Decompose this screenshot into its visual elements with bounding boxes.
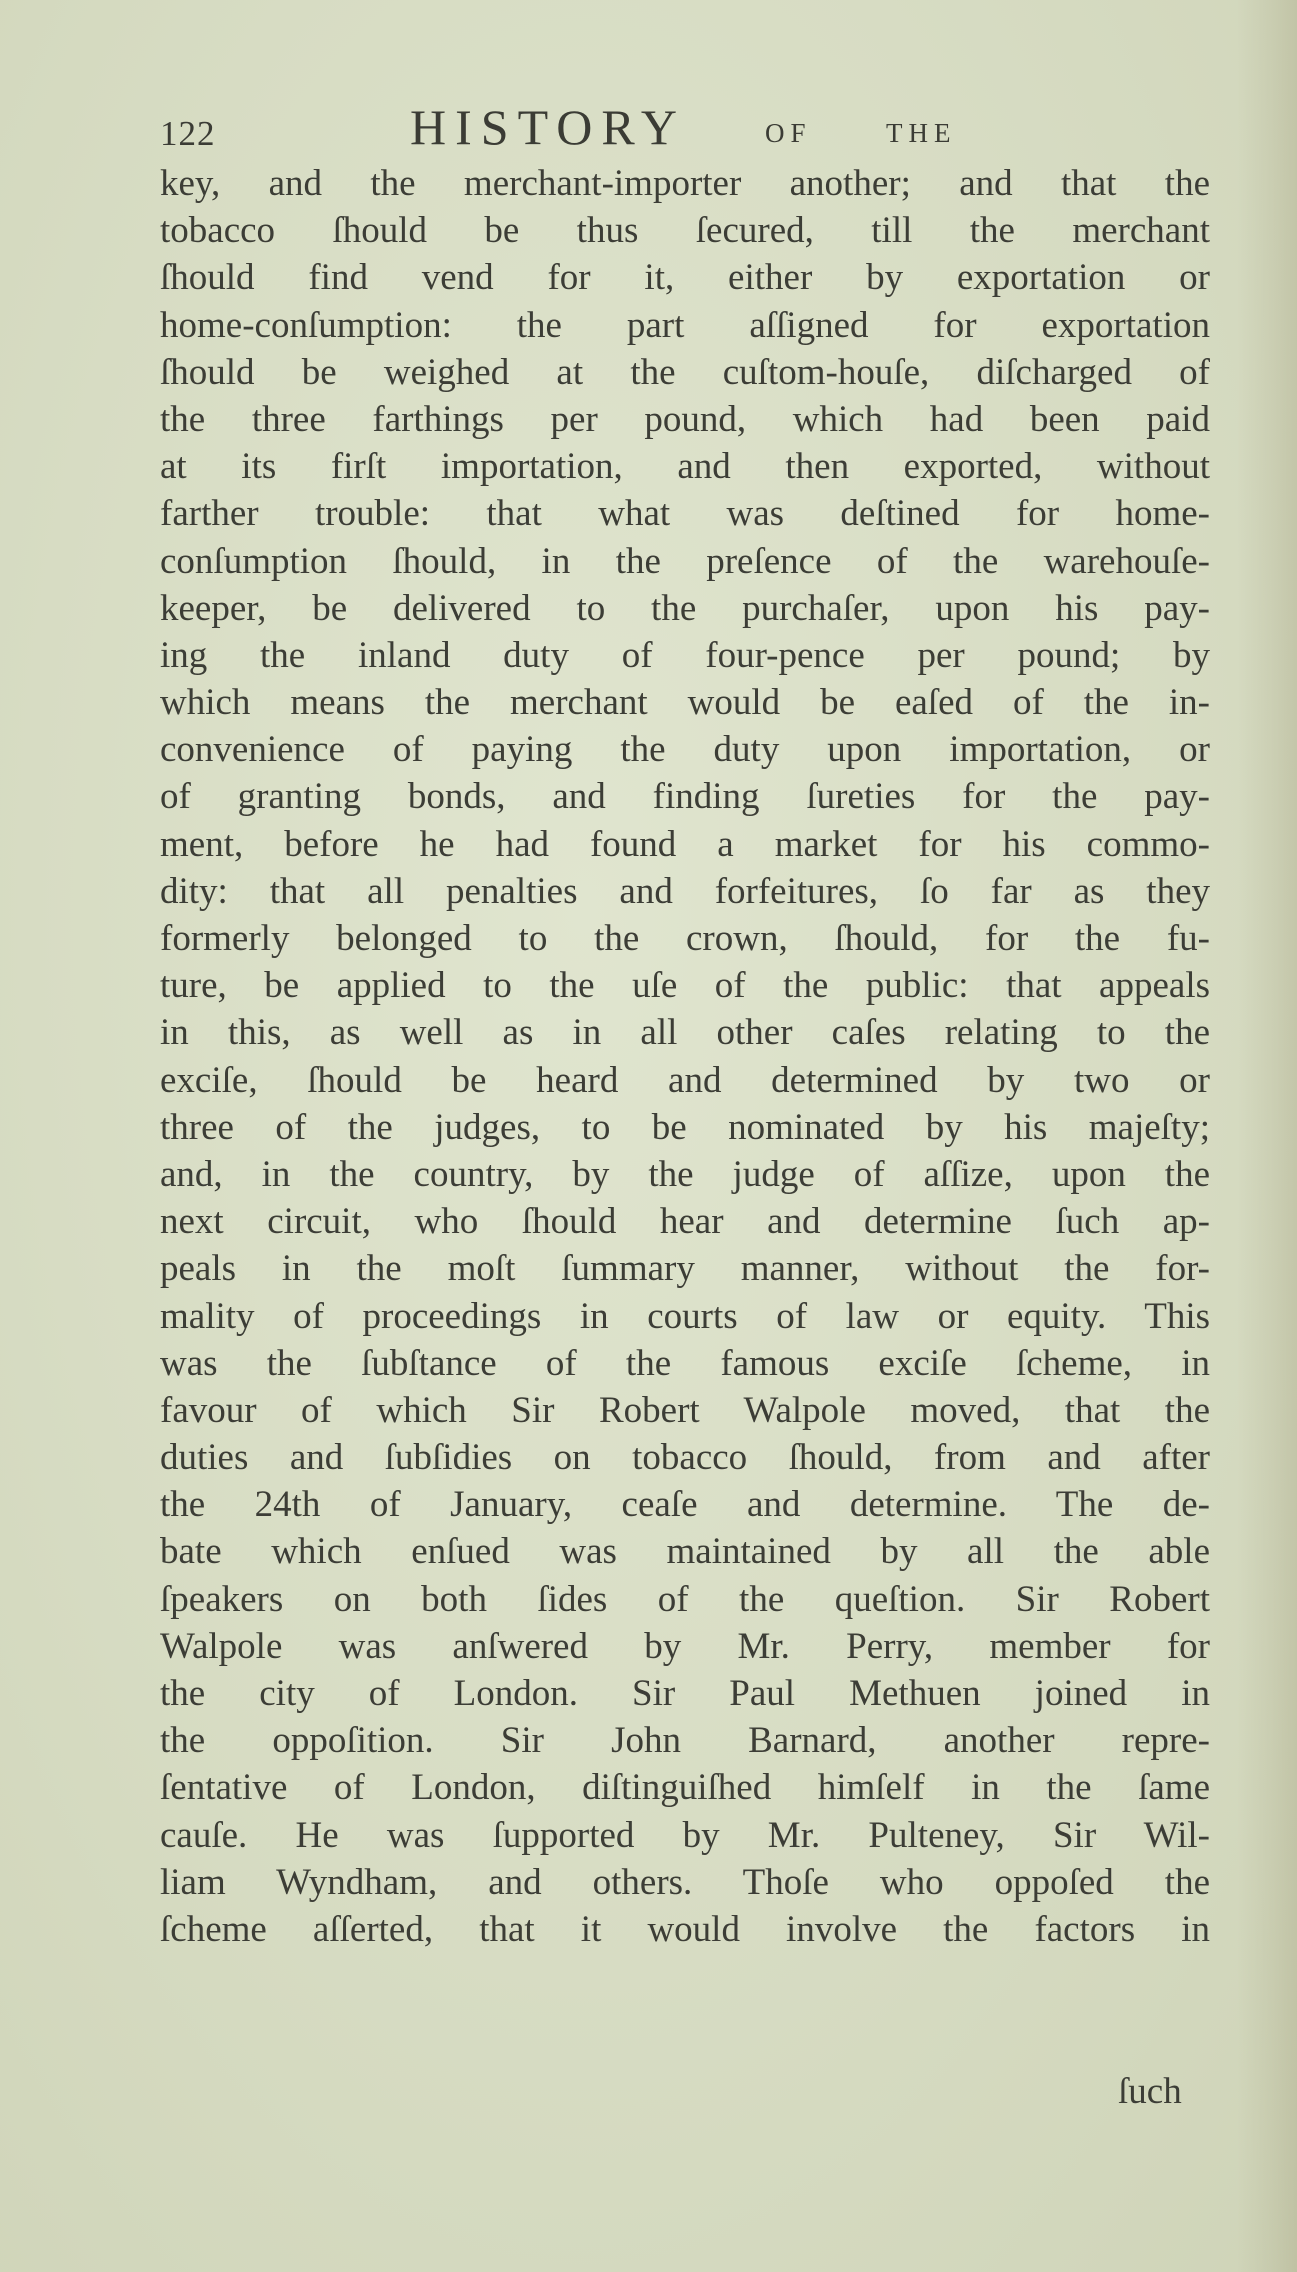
catchword: ſuch	[1118, 2071, 1182, 2112]
text-line: key, and the merchant-importer another; and that the	[160, 163, 1210, 204]
text-line: which means the merchant would be eaſed of the in-	[160, 682, 1210, 724]
text-line: the oppoſition. Sir John Barnard, another repre-	[160, 1720, 1210, 1762]
text-line: the three farthings per pound, which had been paid	[160, 398, 1210, 440]
text-line: in this, as well as in all other caſes relating to the	[160, 1012, 1210, 1054]
text-line: ing the inland duty of four-pence per pound; by	[160, 634, 1210, 676]
text-line: three of the judges, to be nominated by his majeſty;	[160, 1106, 1210, 1148]
text-line: dity: that all penalties and forfeitures, ſo far as they	[160, 870, 1210, 912]
text-line: ment, before he had found a market for his commo-	[160, 823, 1210, 865]
text-line: mality of proceedings in courts of law or equity. This	[160, 1295, 1210, 1337]
text-line: ſpeakers on both ſides of the queſtion. Sir Robert	[160, 1578, 1210, 1620]
text-line: and, in the country, by the judge of aſſize, upon the	[160, 1153, 1210, 1195]
text-line: conſumption ſhould, in the preſence of the warehouſe-	[160, 540, 1210, 582]
text-line: convenience of paying the duty upon importation, or	[160, 729, 1210, 771]
page-number: 122	[160, 114, 216, 153]
text-line: keeper, be delivered to the purchaſer, upon his pay-	[160, 587, 1210, 629]
running-head-of: OF	[765, 118, 812, 148]
text-line: formerly belonged to the crown, ſhould, for the fu-	[160, 918, 1210, 959]
text-line: Walpole was anſwered by Mr. Perry, member for	[160, 1625, 1210, 1667]
text-line: ſhould find vend for it, either by exportation or	[160, 257, 1210, 299]
text-line: home-conſumption: the part aſſigned for exportation	[160, 304, 1210, 346]
text-line: bate which enſued was maintained by all the able	[160, 1531, 1210, 1573]
text-line: duties and ſubſidies on tobacco ſhould, from and after	[160, 1437, 1210, 1479]
text-line: the city of London. Sir Paul Methuen joined in	[160, 1673, 1210, 1714]
text-line: liam Wyndham, and others. Thoſe who oppoſed the	[160, 1861, 1210, 1903]
text-line: at its firſt importation, and then exported, without	[160, 446, 1210, 488]
text-line: farther trouble: that what was deſtined for home-	[160, 493, 1210, 535]
text-line: was the ſubſtance of the famous exciſe ſcheme, in	[160, 1342, 1210, 1384]
body-text	[160, 160, 1210, 1953]
text-line: the 24th of January, ceaſe and determine. The de-	[160, 1484, 1210, 1526]
text-line: exciſe, ſhould be heard and determined by two or	[160, 1059, 1210, 1101]
text-line: next circuit, who ſhould hear and determine ſuch ap-	[160, 1201, 1210, 1243]
text-line: ture, be applied to the uſe of the public: that appeals	[160, 965, 1210, 1007]
text-line: peals in the moſt ſummary manner, without the for-	[160, 1248, 1210, 1290]
text-line: favour of which Sir Robert Walpole moved, that the	[160, 1389, 1210, 1431]
running-head-the: THE	[886, 118, 957, 148]
text-line: ſhould be weighed at the cuſtom-houſe, diſcharged of	[160, 351, 1210, 393]
text-line: ſentative of London, diſtinguiſhed himſelf in the ſame	[160, 1767, 1210, 1809]
running-head	[160, 98, 1060, 158]
text-line: of granting bonds, and finding ſureties for the pay-	[160, 776, 1210, 818]
running-head-title: HISTORY	[410, 99, 687, 155]
text-line: tobacco ſhould be thus ſecured, till the merchant	[160, 210, 1210, 252]
text-line: ſcheme aſſerted, that it would involve the factors in	[160, 1908, 1210, 1950]
page-edge-shadow	[1237, 0, 1297, 2272]
text-line: cauſe. He was ſupported by Mr. Pulteney, Sir Wil-	[160, 1814, 1210, 1856]
